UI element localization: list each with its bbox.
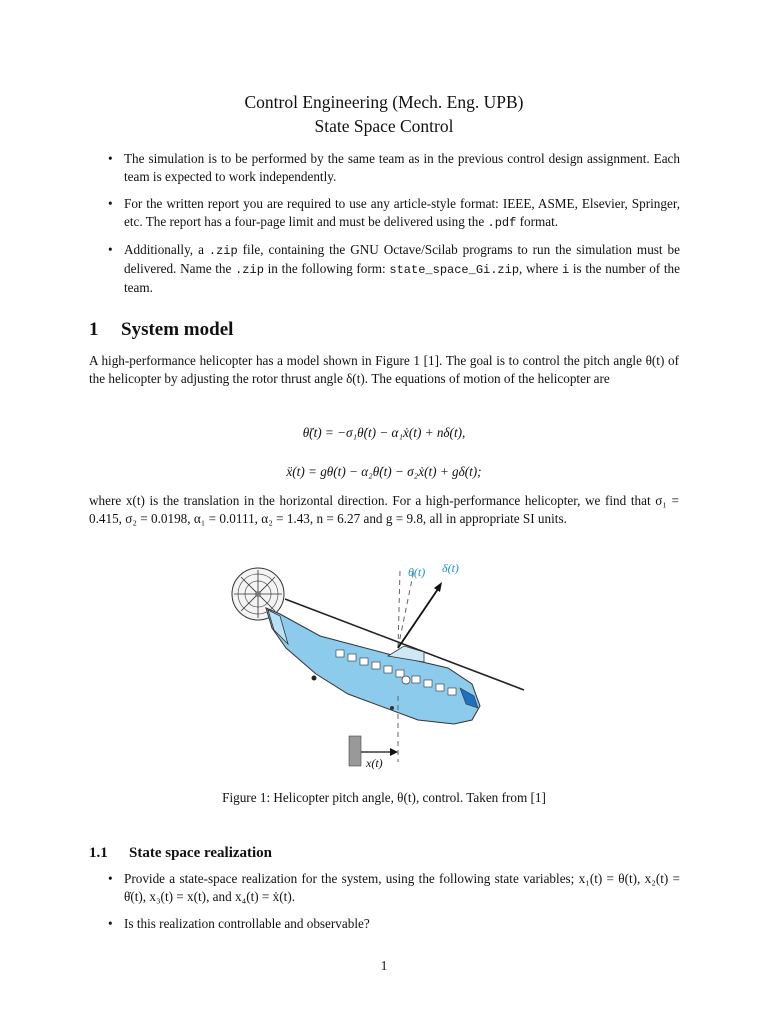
list-item — [106, 150, 680, 186]
bullet-text: file, containing the GNU Octave/Scilab programs to run the simulation must be delivered. Name the — [124, 242, 680, 276]
label-x: x(t) — [366, 756, 383, 770]
inline-code: .zip — [235, 263, 264, 277]
bullet-text: in the following form: — [263, 261, 390, 276]
paragraph: A high-performance helicopter has a model shown in Figure 1 [1]. The goal is to control the pitch angle θ(t) of the helicopter by adjusting the rotor thrust angle δ(t). The equations of motion of the helicopter are — [89, 353, 679, 386]
helicopter-body-icon — [266, 608, 480, 724]
list-item — [106, 241, 680, 297]
bullet-text: , where — [519, 261, 562, 276]
bullet-text: Provide a state-space realization for the system, using the following state variables; x₁(t) = θ(t), x₂(t) = θ̇(t), x₃(t) = x(t), and x₄(t) = ẋ(t). — [124, 871, 680, 904]
subsection-bullet-list — [106, 870, 680, 933]
bullet-text: format. — [516, 214, 559, 229]
bullet-text: is the number of the team. — [124, 261, 681, 295]
section-title: System model — [121, 319, 234, 340]
inline-code: .zip — [208, 244, 238, 258]
subsection-heading — [89, 843, 272, 863]
list-item — [106, 195, 680, 232]
figure-caption: Figure 1: Helicopter pitch angle, θ(t), control. Taken from [1] — [222, 790, 546, 805]
equation-1: θ̈(t) = −σ₁θ̇(t) − α₁ẋ(t) + nδ(t), — [302, 425, 466, 440]
page-number: 1 — [380, 958, 388, 973]
subsection-number: 1.1 — [89, 845, 108, 861]
list-item — [106, 915, 680, 933]
title-line-2: State Space Control — [314, 116, 454, 136]
title-line-1: Control Engineering (Mech. Eng. UPB) — [244, 92, 524, 112]
bullet-text: The simulation is to be performed by the same team as in the previous control design assignment. Each team is expected to work independently. — [124, 151, 680, 184]
inline-code: .pdf — [487, 216, 517, 230]
intro-bullet-list — [106, 150, 680, 297]
bullet-text: Is this realization controllable and observable? — [124, 916, 370, 931]
paragraph: where x(t) is the translation in the horizontal direction. For a high-performance helicopter, we find that σ₁ = 0.415, σ₂ = 0.0198, α₁ = 0.0111, α₂ = 1.43, n = 6.27 and g = 9.8, all in appropriate SI units. — [89, 493, 679, 526]
inline-code: i — [561, 263, 570, 277]
page-title — [0, 90, 768, 138]
thrust-arrowhead — [434, 582, 442, 592]
section-heading — [89, 318, 233, 342]
vertical-reference-line — [398, 570, 400, 648]
subsection-title: State space realization — [129, 845, 273, 861]
bullet-text: Additionally, a — [124, 242, 209, 257]
label-delta: δ(t) — [442, 561, 459, 575]
section-number: 1 — [89, 319, 99, 340]
inline-code: state_space_Gi.zip — [389, 263, 520, 277]
ground-wall — [349, 736, 361, 766]
label-theta: θ(t) — [408, 565, 426, 579]
helicopter-figure — [228, 556, 528, 776]
translation-arrowhead — [390, 748, 398, 756]
list-item — [106, 870, 680, 906]
bullet-text: For the written report you are required to use any article-style format: IEEE, ASME, Elsevier, Springer, etc. The report has a four-page limit and must be delivered using the — [124, 196, 680, 229]
equation-2: ẍ(t) = gθ(t) − α₂θ̇(t) − σ₂ẋ(t) + gδ(t); — [286, 464, 482, 479]
